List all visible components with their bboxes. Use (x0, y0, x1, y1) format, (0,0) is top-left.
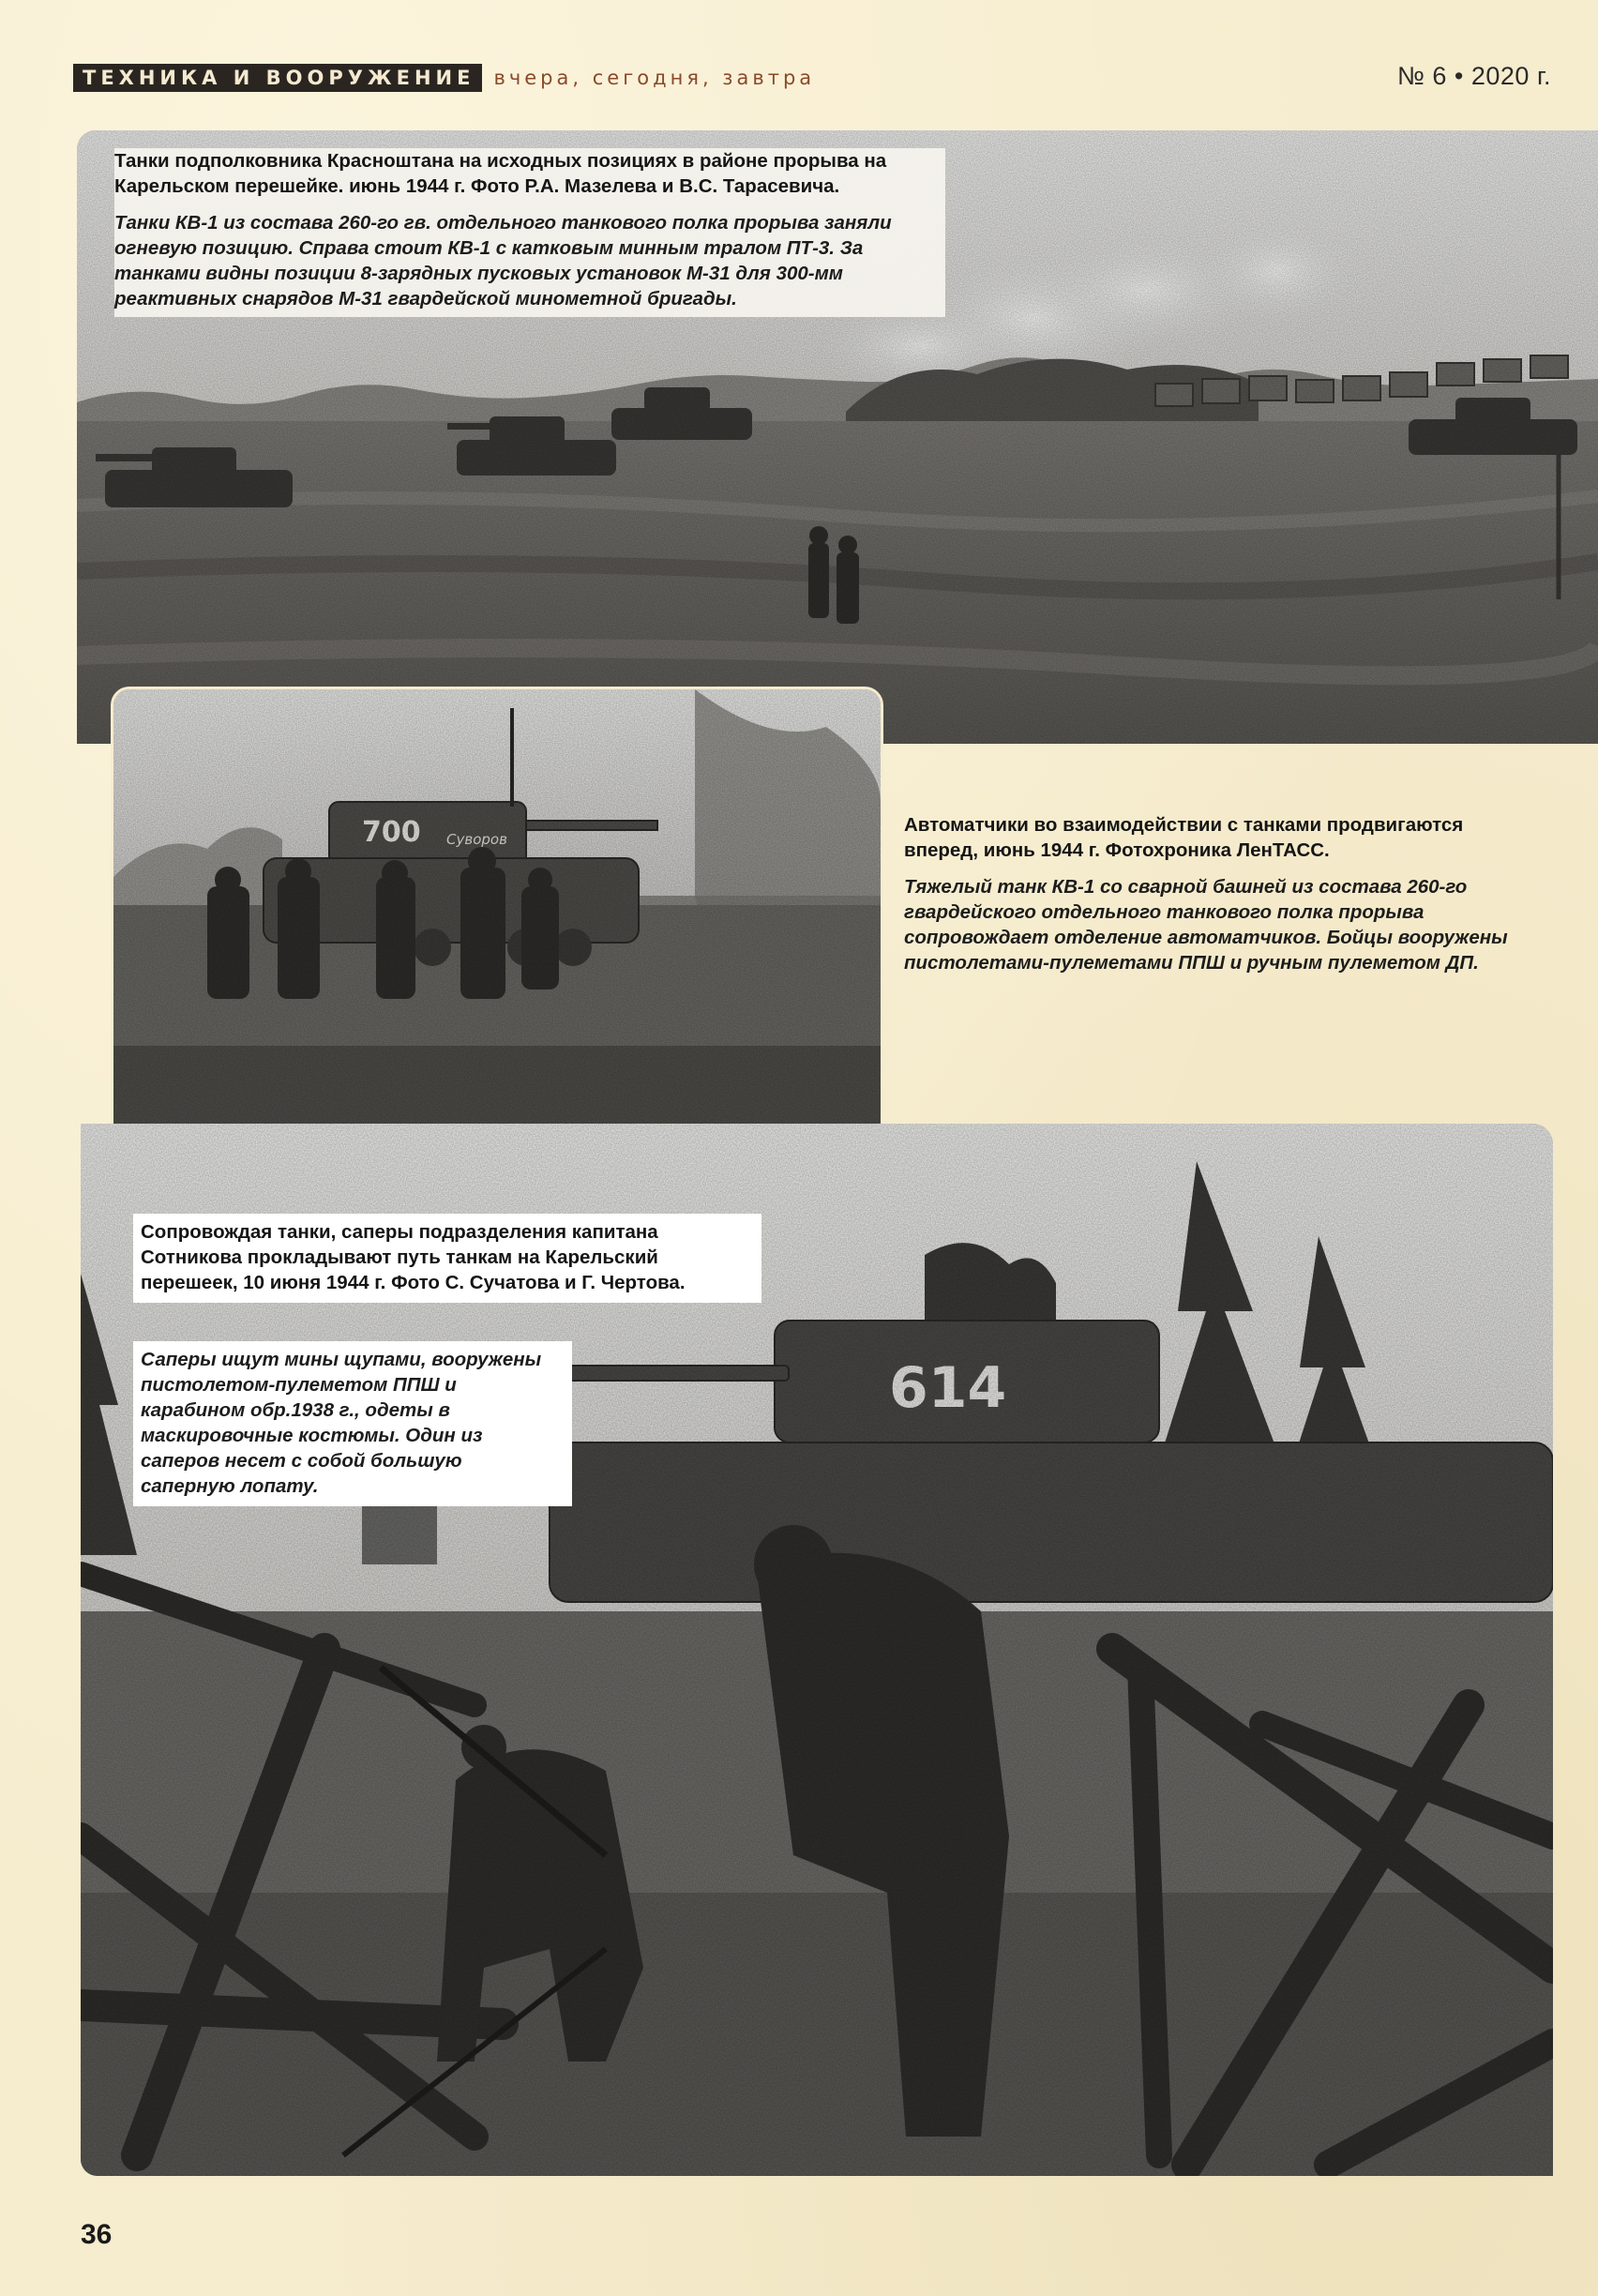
caption-top-title: Танки подполковника Красноштана на исходных позициях в районе прорыва на Карельском перешейке. июнь 1944 г. Фото Р.А. Мазелева и В.С. Тарасевича. (114, 150, 887, 197)
page-number: 36 (81, 2219, 113, 2250)
masthead-tagline: вчера, сегодня, завтра (493, 67, 816, 89)
magazine-header (73, 64, 815, 92)
caption-bottom-title: Сопровождая танки, саперы подразделения капитана Сотникова прокладывают путь танкам на Карельский перешеек, 10 июня 1944 г. Фото С. Сучатова и Г. Чертова. (141, 1221, 686, 1293)
caption-bottom-title-box (133, 1214, 761, 1303)
photo-submachine-gunners-image (113, 689, 881, 1183)
issue-number: № 6 • 2020 г. (1396, 62, 1551, 90)
photo-submachine-gunners-with-tank (111, 687, 883, 1186)
masthead-title: ТЕХНИКА И ВООРУЖЕНИЕ (73, 64, 482, 92)
caption-bottom-description-box (133, 1341, 572, 1506)
caption-top-description: Танки КВ-1 из состава 260-го гв. отдельного танкового полка прорыва заняли огневую позицию. Справа стоит КВ-1 с катковым минным тралом ПТ-3. За танками видны позиции 8-зарядных пусковых установок М-31 для 300-мм реактивных снарядов М-31 гвардейской минометной бригады. (114, 212, 892, 310)
caption-middle-photo (904, 812, 1523, 975)
caption-top-photo (114, 148, 945, 317)
caption-middle-description: Тяжелый танк КВ-1 со сварной башней из состава 260-го гвардейского отдельного танкового полка прорыва сопровождает отделение автоматчиков. Бойцы вооружены пистолетами-пулеметами ППШ и ручным пулеметом ДП. (904, 876, 1508, 974)
caption-bottom-description: Саперы ищут мины щупами, вооружены пистолетом-пулеметом ППШ и карабином обр.1938 г., одеты в маскировочные костюмы. Один из саперов несет с собой большую саперную лопату. (141, 1349, 542, 1497)
caption-middle-title: Автоматчики во взаимодействии с танками продвигаются вперед, июнь 1944 г. Фотохроника ЛенТАСС. (904, 814, 1464, 861)
